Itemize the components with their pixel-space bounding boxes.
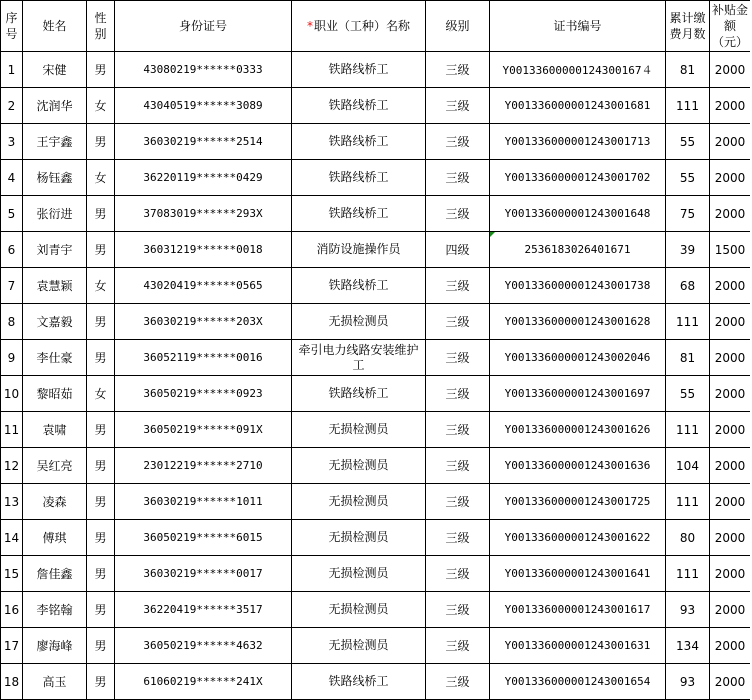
cell-name: 王宇鑫	[23, 124, 87, 160]
cell-name: 刘青宇	[23, 232, 87, 268]
cell-job: 铁路线桥工	[292, 52, 426, 88]
cell-level: 三级	[426, 268, 490, 304]
cell-cert: Y001336000001243001626	[490, 412, 666, 448]
cell-level: 三级	[426, 448, 490, 484]
cell-level: 三级	[426, 556, 490, 592]
cell-seq: 3	[1, 124, 23, 160]
cell-months: 39	[666, 232, 710, 268]
cell-cert: Y001336000001243001697	[490, 376, 666, 412]
cell-months: 111	[666, 484, 710, 520]
header-gender: 性别	[87, 1, 115, 52]
cell-seq: 18	[1, 664, 23, 700]
cell-level: 三级	[426, 304, 490, 340]
cell-gender: 男	[87, 340, 115, 376]
cell-gender: 男	[87, 232, 115, 268]
cell-cert: Y001336000001243001681	[490, 88, 666, 124]
cell-seq: 7	[1, 268, 23, 304]
table-header	[1, 1, 751, 52]
cell-amount: 2000	[710, 268, 751, 304]
cell-level: 三级	[426, 412, 490, 448]
cell-id: 37083019******293X	[115, 196, 292, 232]
cell-job: 消防设施操作员	[292, 232, 426, 268]
cell-level: 三级	[426, 124, 490, 160]
cell-job: 铁路线桥工	[292, 268, 426, 304]
cell-gender: 男	[87, 196, 115, 232]
cell-months: 111	[666, 88, 710, 124]
cell-name: 杨钰鑫	[23, 160, 87, 196]
cell-level: 四级	[426, 232, 490, 268]
table-row	[1, 160, 751, 196]
cell-id: 23012219******2710	[115, 448, 292, 484]
cell-gender: 男	[87, 412, 115, 448]
cell-id: 36220419******3517	[115, 592, 292, 628]
cell-cert: Y001336000001243001636	[490, 448, 666, 484]
cell-job: 牵引电力线路安装维护工	[292, 340, 426, 376]
cell-id: 36050219******6015	[115, 520, 292, 556]
cell-cert: Y001336000001243002046	[490, 340, 666, 376]
header-seq: 序号	[1, 1, 23, 52]
cell-months: 104	[666, 448, 710, 484]
cell-months: 93	[666, 592, 710, 628]
cell-amount: 2000	[710, 664, 751, 700]
cell-job: 无损检测员	[292, 304, 426, 340]
header-id: 身份证号	[115, 1, 292, 52]
cell-cert: Y00133600000124300167４	[490, 52, 666, 88]
cell-name: 傅琪	[23, 520, 87, 556]
cell-seq: 5	[1, 196, 23, 232]
table-row	[1, 376, 751, 412]
cell-id: 36220119******0429	[115, 160, 292, 196]
table-row	[1, 664, 751, 700]
cell-gender: 男	[87, 628, 115, 664]
cell-gender: 男	[87, 592, 115, 628]
cell-id: 36030219******203X	[115, 304, 292, 340]
cell-id: 43020419******0565	[115, 268, 292, 304]
cell-months: 93	[666, 664, 710, 700]
cell-level: 三级	[426, 520, 490, 556]
cell-cert: Y001336000001243001631	[490, 628, 666, 664]
table-row	[1, 304, 751, 340]
cell-level: 三级	[426, 376, 490, 412]
cell-name: 黎昭茹	[23, 376, 87, 412]
cell-amount: 2000	[710, 376, 751, 412]
cell-name: 张衍进	[23, 196, 87, 232]
cell-cert: Y001336000001243001641	[490, 556, 666, 592]
table-row	[1, 88, 751, 124]
cell-amount: 2000	[710, 124, 751, 160]
cell-months: 55	[666, 376, 710, 412]
cell-gender: 男	[87, 484, 115, 520]
cell-level: 三级	[426, 592, 490, 628]
table-body	[1, 52, 751, 700]
cell-name: 沈润华	[23, 88, 87, 124]
table-row	[1, 52, 751, 88]
cell-seq: 12	[1, 448, 23, 484]
cell-name: 吴红亮	[23, 448, 87, 484]
cell-seq: 1	[1, 52, 23, 88]
cell-level: 三级	[426, 196, 490, 232]
table-row	[1, 592, 751, 628]
cell-id: 36050219******0923	[115, 376, 292, 412]
cell-name: 凌森	[23, 484, 87, 520]
cell-level: 三级	[426, 628, 490, 664]
cell-gender: 女	[87, 88, 115, 124]
cell-amount: 2000	[710, 628, 751, 664]
cell-gender: 男	[87, 520, 115, 556]
required-asterisk: *	[306, 19, 313, 33]
cell-gender: 女	[87, 268, 115, 304]
header-name: 姓名	[23, 1, 87, 52]
table-row	[1, 196, 751, 232]
cell-id: 36050219******091X	[115, 412, 292, 448]
cell-gender: 男	[87, 556, 115, 592]
header-job-label: 职业（工种）名称	[313, 19, 410, 33]
cell-amount: 2000	[710, 484, 751, 520]
cell-cert: Y001336000001243001654	[490, 664, 666, 700]
cell-seq: 13	[1, 484, 23, 520]
cell-seq: 15	[1, 556, 23, 592]
cell-name: 高玉	[23, 664, 87, 700]
cell-amount: 1500	[710, 232, 751, 268]
cell-level: 三级	[426, 340, 490, 376]
cell-amount: 2000	[710, 592, 751, 628]
cell-name: 廖海峰	[23, 628, 87, 664]
cell-gender: 男	[87, 304, 115, 340]
cell-id: 43080219******0333	[115, 52, 292, 88]
cell-seq: 17	[1, 628, 23, 664]
cell-amount: 2000	[710, 52, 751, 88]
table-row	[1, 520, 751, 556]
cell-amount: 2000	[710, 340, 751, 376]
cell-job: 无损检测员	[292, 484, 426, 520]
cell-amount: 2000	[710, 448, 751, 484]
cell-cert: 2536183026401671	[490, 232, 666, 268]
cell-months: 81	[666, 52, 710, 88]
cell-months: 80	[666, 520, 710, 556]
cell-name: 袁啸	[23, 412, 87, 448]
table-row	[1, 556, 751, 592]
cell-job: 无损检测员	[292, 412, 426, 448]
cell-amount: 2000	[710, 304, 751, 340]
cell-months: 55	[666, 124, 710, 160]
cell-amount: 2000	[710, 412, 751, 448]
cell-seq: 16	[1, 592, 23, 628]
cell-job: 铁路线桥工	[292, 160, 426, 196]
cell-amount: 2000	[710, 196, 751, 232]
cell-seq: 10	[1, 376, 23, 412]
table-row	[1, 340, 751, 376]
cell-name: 文嘉毅	[23, 304, 87, 340]
cell-gender: 男	[87, 448, 115, 484]
table-row	[1, 484, 751, 520]
cell-job: 无损检测员	[292, 592, 426, 628]
table-row	[1, 124, 751, 160]
cell-id: 36030219******2514	[115, 124, 292, 160]
header-cert: 证书编号	[490, 1, 666, 52]
cell-months: 81	[666, 340, 710, 376]
cell-seq: 9	[1, 340, 23, 376]
cell-id: 61060219******241X	[115, 664, 292, 700]
cell-level: 三级	[426, 664, 490, 700]
cell-amount: 2000	[710, 556, 751, 592]
cell-seq: 11	[1, 412, 23, 448]
table-row	[1, 448, 751, 484]
cell-id: 36030219******0017	[115, 556, 292, 592]
cell-id: 36052119******0016	[115, 340, 292, 376]
cell-months: 68	[666, 268, 710, 304]
cell-cert: Y001336000001243001628	[490, 304, 666, 340]
header-level: 级别	[426, 1, 490, 52]
table-row	[1, 628, 751, 664]
cell-job: 铁路线桥工	[292, 124, 426, 160]
cell-gender: 男	[87, 664, 115, 700]
cell-gender: 男	[87, 124, 115, 160]
cell-job: 铁路线桥工	[292, 88, 426, 124]
cell-job: 铁路线桥工	[292, 664, 426, 700]
cell-level: 三级	[426, 52, 490, 88]
cell-job: 无损检测员	[292, 556, 426, 592]
cell-job: 无损检测员	[292, 628, 426, 664]
cell-months: 111	[666, 412, 710, 448]
cell-cert: Y001336000001243001725	[490, 484, 666, 520]
cell-amount: 2000	[710, 160, 751, 196]
header-months: 累计缴费月数	[666, 1, 710, 52]
cell-months: 111	[666, 556, 710, 592]
header-row	[1, 1, 751, 52]
cell-amount: 2000	[710, 88, 751, 124]
cell-seq: 2	[1, 88, 23, 124]
cell-id: 36050219******4632	[115, 628, 292, 664]
cell-name: 李铭翰	[23, 592, 87, 628]
cell-seq: 8	[1, 304, 23, 340]
cell-cert: Y001336000001243001648	[490, 196, 666, 232]
cell-job: 无损检测员	[292, 448, 426, 484]
cell-name: 袁慧颖	[23, 268, 87, 304]
cell-gender: 男	[87, 52, 115, 88]
cell-seq: 14	[1, 520, 23, 556]
cell-gender: 女	[87, 160, 115, 196]
table-row	[1, 412, 751, 448]
cell-gender: 女	[87, 376, 115, 412]
table-row	[1, 232, 751, 268]
header-job	[292, 1, 426, 52]
cell-cert: Y001336000001243001713	[490, 124, 666, 160]
cell-job: 铁路线桥工	[292, 196, 426, 232]
cell-id: 36031219******0018	[115, 232, 292, 268]
cell-months: 134	[666, 628, 710, 664]
cell-name: 宋健	[23, 52, 87, 88]
cell-cert: Y001336000001243001702	[490, 160, 666, 196]
table-row	[1, 268, 751, 304]
cell-job: 无损检测员	[292, 520, 426, 556]
cell-cert: Y001336000001243001617	[490, 592, 666, 628]
cell-job: 铁路线桥工	[292, 376, 426, 412]
cell-id: 36030219******1011	[115, 484, 292, 520]
header-amount: 补贴金额（元）	[710, 1, 751, 52]
cell-months: 111	[666, 304, 710, 340]
cell-cert: Y001336000001243001738	[490, 268, 666, 304]
cell-months: 75	[666, 196, 710, 232]
cell-id: 43040519******3089	[115, 88, 292, 124]
cell-seq: 6	[1, 232, 23, 268]
cell-level: 三级	[426, 160, 490, 196]
cell-amount: 2000	[710, 520, 751, 556]
cell-name: 詹佳鑫	[23, 556, 87, 592]
cell-level: 三级	[426, 484, 490, 520]
cell-seq: 4	[1, 160, 23, 196]
cell-level: 三级	[426, 88, 490, 124]
cell-name: 李仕豪	[23, 340, 87, 376]
cell-cert: Y001336000001243001622	[490, 520, 666, 556]
cell-months: 55	[666, 160, 710, 196]
